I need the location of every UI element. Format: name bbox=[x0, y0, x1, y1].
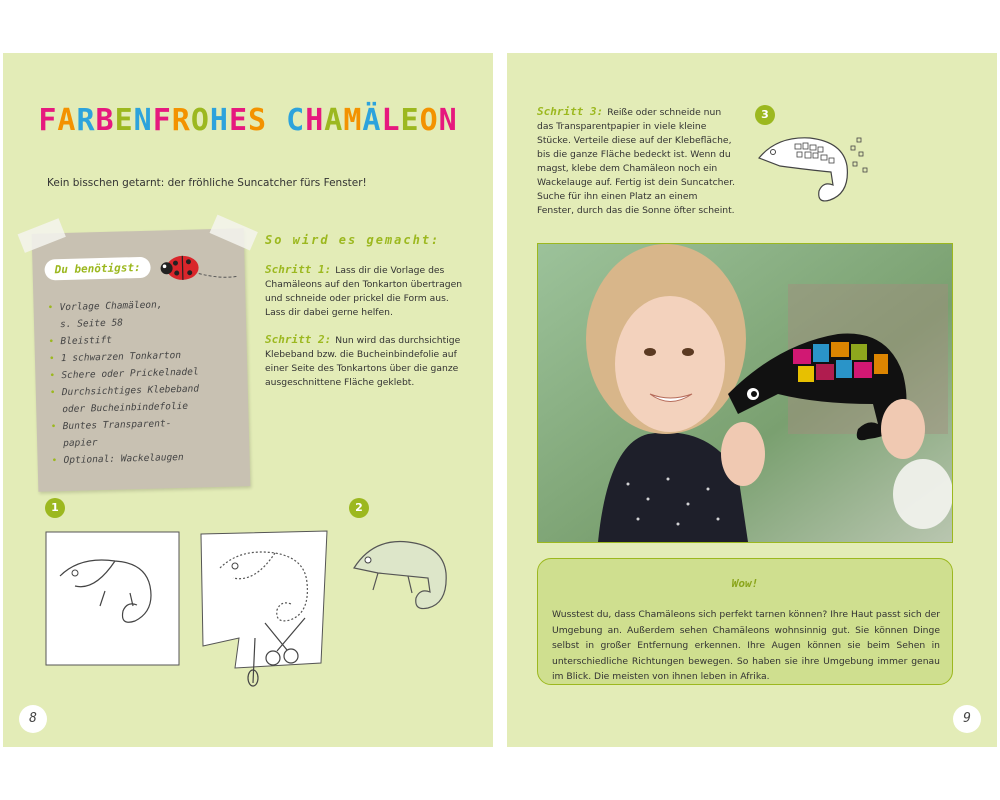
title-letter: F bbox=[152, 103, 172, 138]
bullet-icon: • bbox=[47, 302, 54, 314]
step-3-badge: 3 bbox=[755, 105, 775, 125]
materials-item-text: s. Seite 58 bbox=[59, 317, 124, 331]
tape-left bbox=[18, 218, 66, 253]
subtitle: Kein bisschen getarnt: der fröhliche Suncatcher fürs Fenster! bbox=[47, 177, 367, 189]
title-letter: A bbox=[324, 103, 344, 138]
title-letter: M bbox=[343, 103, 363, 138]
title-letter: F bbox=[38, 103, 58, 138]
materials-item-text: Optional: Wackelaugen bbox=[63, 451, 184, 467]
materials-note bbox=[32, 228, 251, 491]
fact-box-text: Wusstest du, dass Chamäleons sich perfekt tarnen können? Ihre Haut passt sich der Umgebung an. Außerdem sehen Chamäleons wohnsinnig gut. Sie können Dinge selbst in großer Entfernung erkennen. Ihre Augen können sie beim Sehen in unterschiedliche Richtungen bewegen. So haben sie ihre Umgebung immer genau im Blick. Die meisten von ihnen leben in Afrika. bbox=[552, 609, 940, 682]
title-letter: C bbox=[286, 103, 306, 138]
page-number-right: 9 bbox=[953, 705, 981, 733]
step-1 bbox=[265, 263, 470, 320]
bullet-icon: • bbox=[49, 370, 56, 382]
materials-heading: Du benötigst: bbox=[44, 257, 151, 281]
step-3-text: Reiße oder schneide nun das Transparentpapier in viele kleine Stücke. Verteile diese auf der Klebefläche, bis die ganze Fläche bedeckt ist. Wenn du magst, klebe dem Chamäleon noch ein Wackelauge auf. Fertig ist dein Suncatcher. Suche für ihn einen Platz an einem Fenster, durch das die Sonne öfter scheint. bbox=[537, 107, 735, 216]
bullet-icon: • bbox=[51, 455, 58, 467]
title-letter: H bbox=[305, 103, 325, 138]
fact-box-heading: Wow! bbox=[731, 577, 759, 590]
chameleon-covered-illustration bbox=[348, 528, 458, 618]
materials-item-text: Vorlage Chamäleon, bbox=[59, 299, 163, 314]
howto-heading: So wird es gemacht: bbox=[265, 233, 441, 247]
title-letter: E bbox=[400, 103, 420, 138]
title-letter: N bbox=[438, 103, 458, 138]
left-page bbox=[3, 53, 493, 747]
chameleon-mosaic-illustration bbox=[755, 128, 875, 213]
right-page bbox=[507, 53, 997, 747]
step-1-badge: 1 bbox=[45, 498, 65, 518]
step-1-label: Schritt 1: bbox=[265, 263, 332, 276]
title-letter: R bbox=[76, 103, 96, 138]
materials-item-text: papier bbox=[63, 437, 98, 450]
bullet-icon: • bbox=[50, 421, 57, 433]
materials-item-text: Schere oder Prickelnadel bbox=[61, 366, 199, 382]
title-letter: E bbox=[114, 103, 134, 138]
bullet-icon: • bbox=[48, 336, 55, 348]
title-letter: S bbox=[248, 103, 268, 138]
step-3 bbox=[537, 105, 735, 218]
title-letter: A bbox=[57, 103, 77, 138]
title-letter: O bbox=[190, 103, 210, 138]
title-letter bbox=[267, 103, 286, 138]
chameleon-template-illustration bbox=[45, 531, 180, 666]
page-number-left: 8 bbox=[19, 705, 47, 733]
materials-item-text: oder Bucheinbindefolie bbox=[62, 400, 189, 416]
step-2 bbox=[265, 333, 470, 390]
materials-item-text: 1 schwarzen Tonkarton bbox=[60, 349, 182, 365]
title-letter: B bbox=[95, 103, 115, 138]
step-2-text: Nun wird das durchsichtige Klebeband bzw. die Bucheinbindefolie auf einer Seite des Tonkartons über die ganze ausgeschnittene Fläche geklebt. bbox=[265, 335, 461, 388]
page-title bbox=[3, 103, 493, 138]
title-letter: E bbox=[228, 103, 248, 138]
title-letter: R bbox=[171, 103, 191, 138]
cutting-illustration bbox=[195, 528, 330, 688]
materials-item-text: Durchsichtiges Klebeband bbox=[61, 383, 200, 399]
step-2-label: Schritt 2: bbox=[265, 333, 332, 346]
title-letter: H bbox=[209, 103, 229, 138]
photo-girl-with-suncatcher bbox=[537, 243, 953, 543]
title-letter: O bbox=[419, 103, 439, 138]
materials-list bbox=[47, 294, 241, 469]
step-2-badge: 2 bbox=[349, 498, 369, 518]
title-letter: N bbox=[133, 103, 153, 138]
bullet-icon: • bbox=[48, 353, 55, 365]
step-3-label: Schritt 3: bbox=[537, 105, 604, 118]
tape-right bbox=[210, 215, 258, 251]
materials-item-text: Buntes Transparent- bbox=[62, 418, 172, 433]
materials-item-text: Bleistift bbox=[60, 334, 113, 348]
fact-box bbox=[537, 558, 953, 685]
title-letter: L bbox=[381, 103, 401, 138]
ladybug-icon bbox=[158, 246, 239, 288]
title-letter: Ä bbox=[362, 103, 382, 138]
bullet-icon: • bbox=[49, 387, 56, 399]
step-1-text: Lass dir die Vorlage des Chamäleons auf den Tonkarton übertragen und schneide oder prickel die Form aus. Lass dir dabei gerne helfen. bbox=[265, 265, 463, 318]
materials-list-item bbox=[51, 447, 241, 469]
